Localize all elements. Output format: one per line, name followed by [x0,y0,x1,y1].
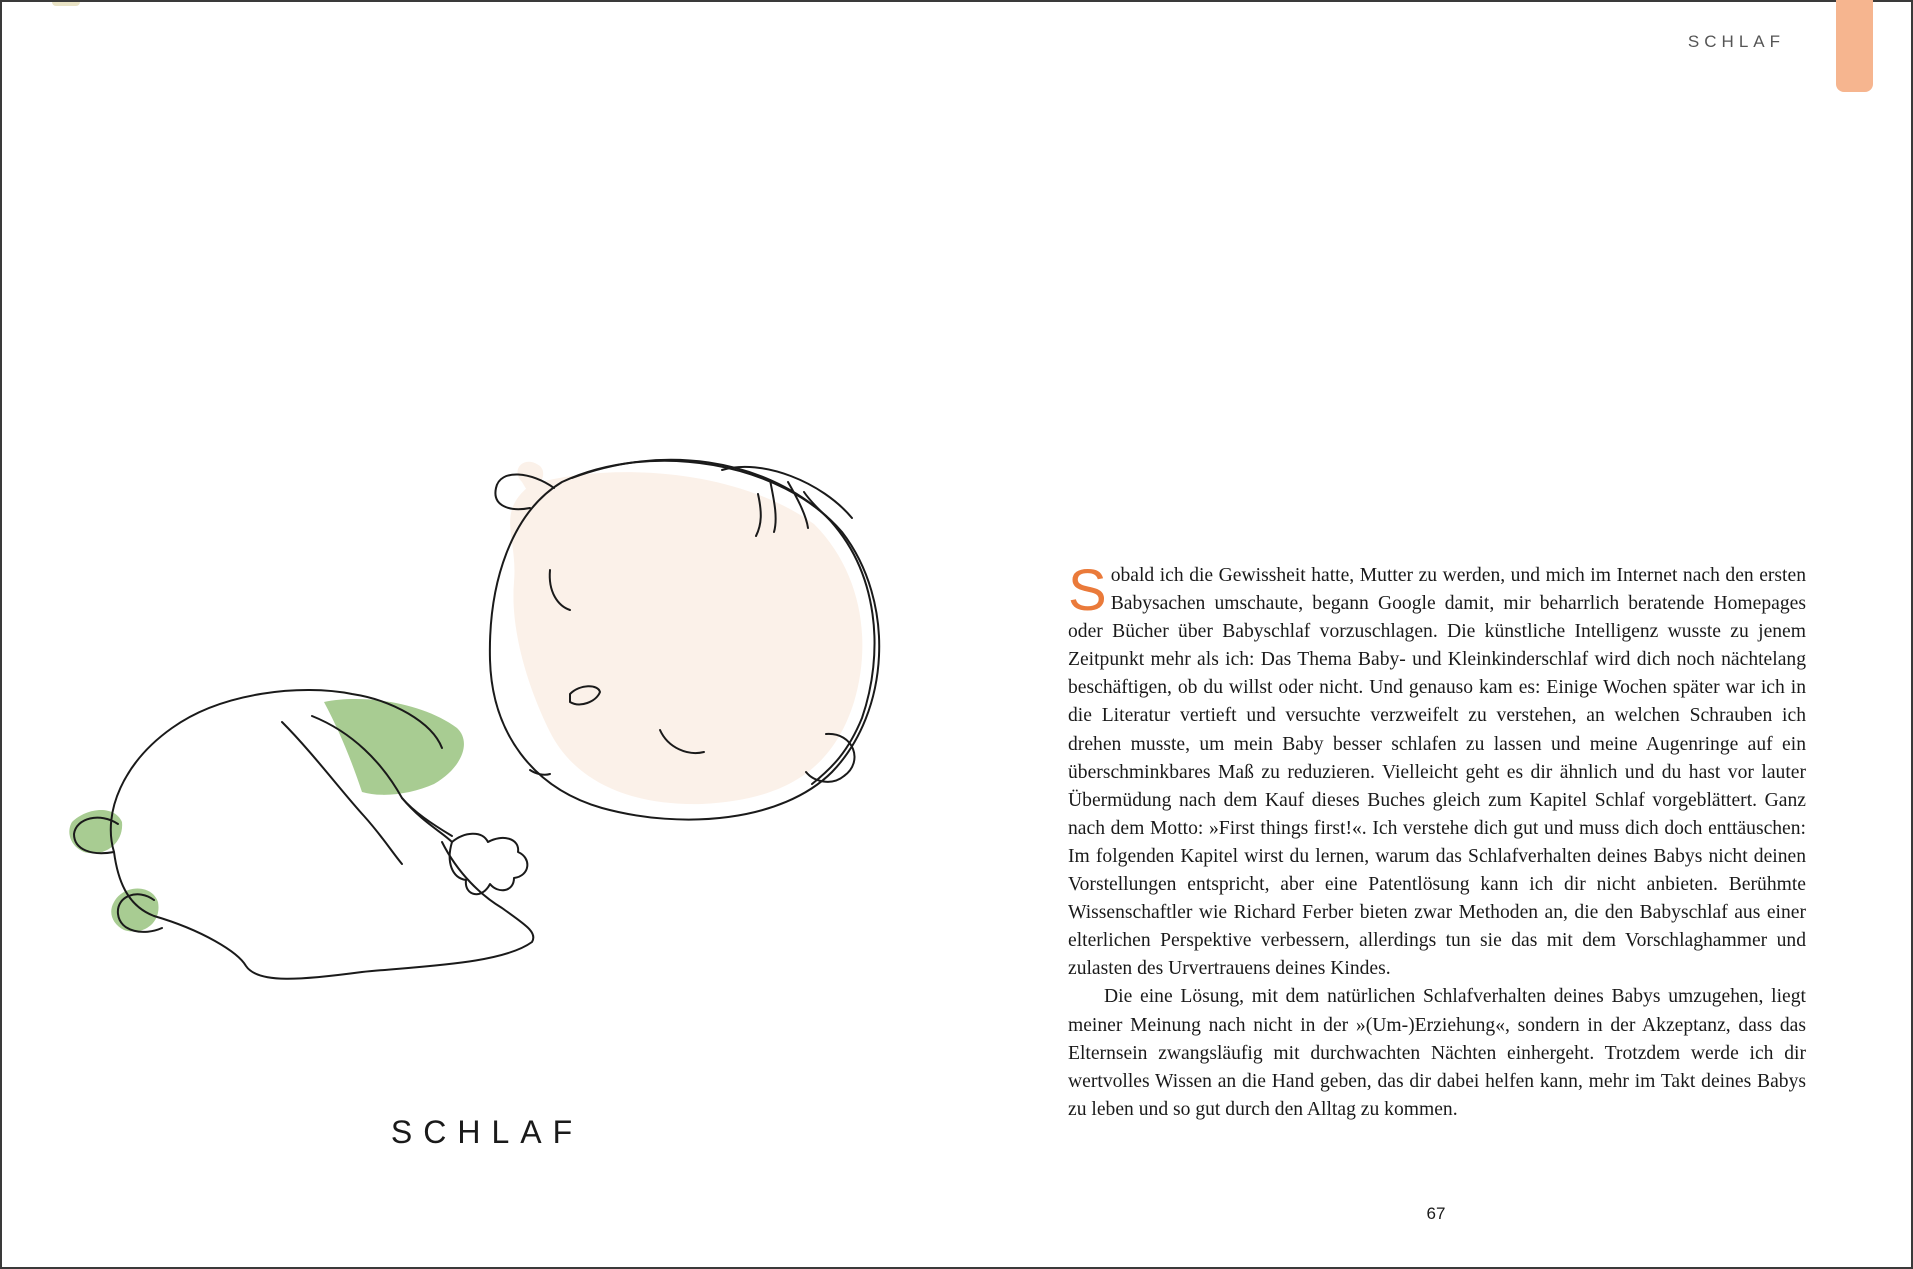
chapter-thumb-tab [1836,0,1873,92]
paragraph-1-text: obald ich die Gewissheit hatte, Mutter zu werden, und mich im Internet nach den ersten Babysachen umschaute, begann Google damit, mir beharrlich beratende Homepages oder Bücher über Babyschlaf vorzuschlagen. Die künstliche Intelligenz wusste zu jenem Zeitpunkt mehr als ich: Das Thema Baby- und Kleinkinderschlaf wird dich noch nächtelang beschäftigen, ob du willst oder nicht. Und genauso kam es: Einige Wochen später war ich in die Literatur vertieft und versuchte verzweifelt zu verstehen, an welchen Schrauben ich drehen musste, um mein Baby besser schlafen zu lassen und meine Augenringe auf ein überschminkbares Maß zu reduzieren. Vielleicht geht es dir ähnlich und du hast vor lauter Übermüdung nach dem Kauf dieses Buches gleich zum Kapitel Schlaf vorgeblättert. Ganz nach dem Motto: »First things first!«. Ich verstehe dich gut und muss dich doch enttäuschen: Im folgenden Kapitel wirst du lernen, warum das Schlafverhalten deines Babys nicht deinen Vorstellungen entspricht, aber eine Patentlösung kann ich dir nicht anbieten. Berühmte Wissenschaftler wie Richard Ferber bieten zwar Methoden an, die den Babyschlaf aus einer elterlichen Perspektive verbessern, allerdings tun sie das mit dem Vorschlaghammer und zulasten des Urvertrauens deines Kindes. [1068,565,1806,980]
drop-cap: S [1068,558,1107,623]
running-head: SCHLAF [1687,32,1785,51]
mouth [530,770,550,775]
paragraph-1 [1068,558,1806,983]
blanket-green-fill [324,699,464,795]
hand-outline [450,834,528,894]
head-skin-fill [510,472,862,804]
body-text [1068,558,1806,1124]
arm-outline [402,798,452,836]
page-number: 67 [1426,1204,1446,1223]
paragraph-2: Die eine Lösung, mit dem natürlichen Schlafverhalten deines Babys umzugehen, liegt meiner Meinung nach nicht in der »(Um-)Erziehung«, sondern in der Akzeptanz, dass das Elternsein zwangsläufig mit durchwachten Nächten einhergeht. Trotzdem werde ich dir wertvolles Wissen an die Hand geben, das dir dabei helfen kann, mehr im Takt deines Babys zu leben und so gut durch den Alltag zu kommen. [1068,986,1806,1120]
chapter-title: SCHLAF [390,1114,584,1150]
foot-green-fill-1 [69,810,122,853]
sleeping-baby-illustration [62,432,882,992]
corner-mark [52,2,80,6]
